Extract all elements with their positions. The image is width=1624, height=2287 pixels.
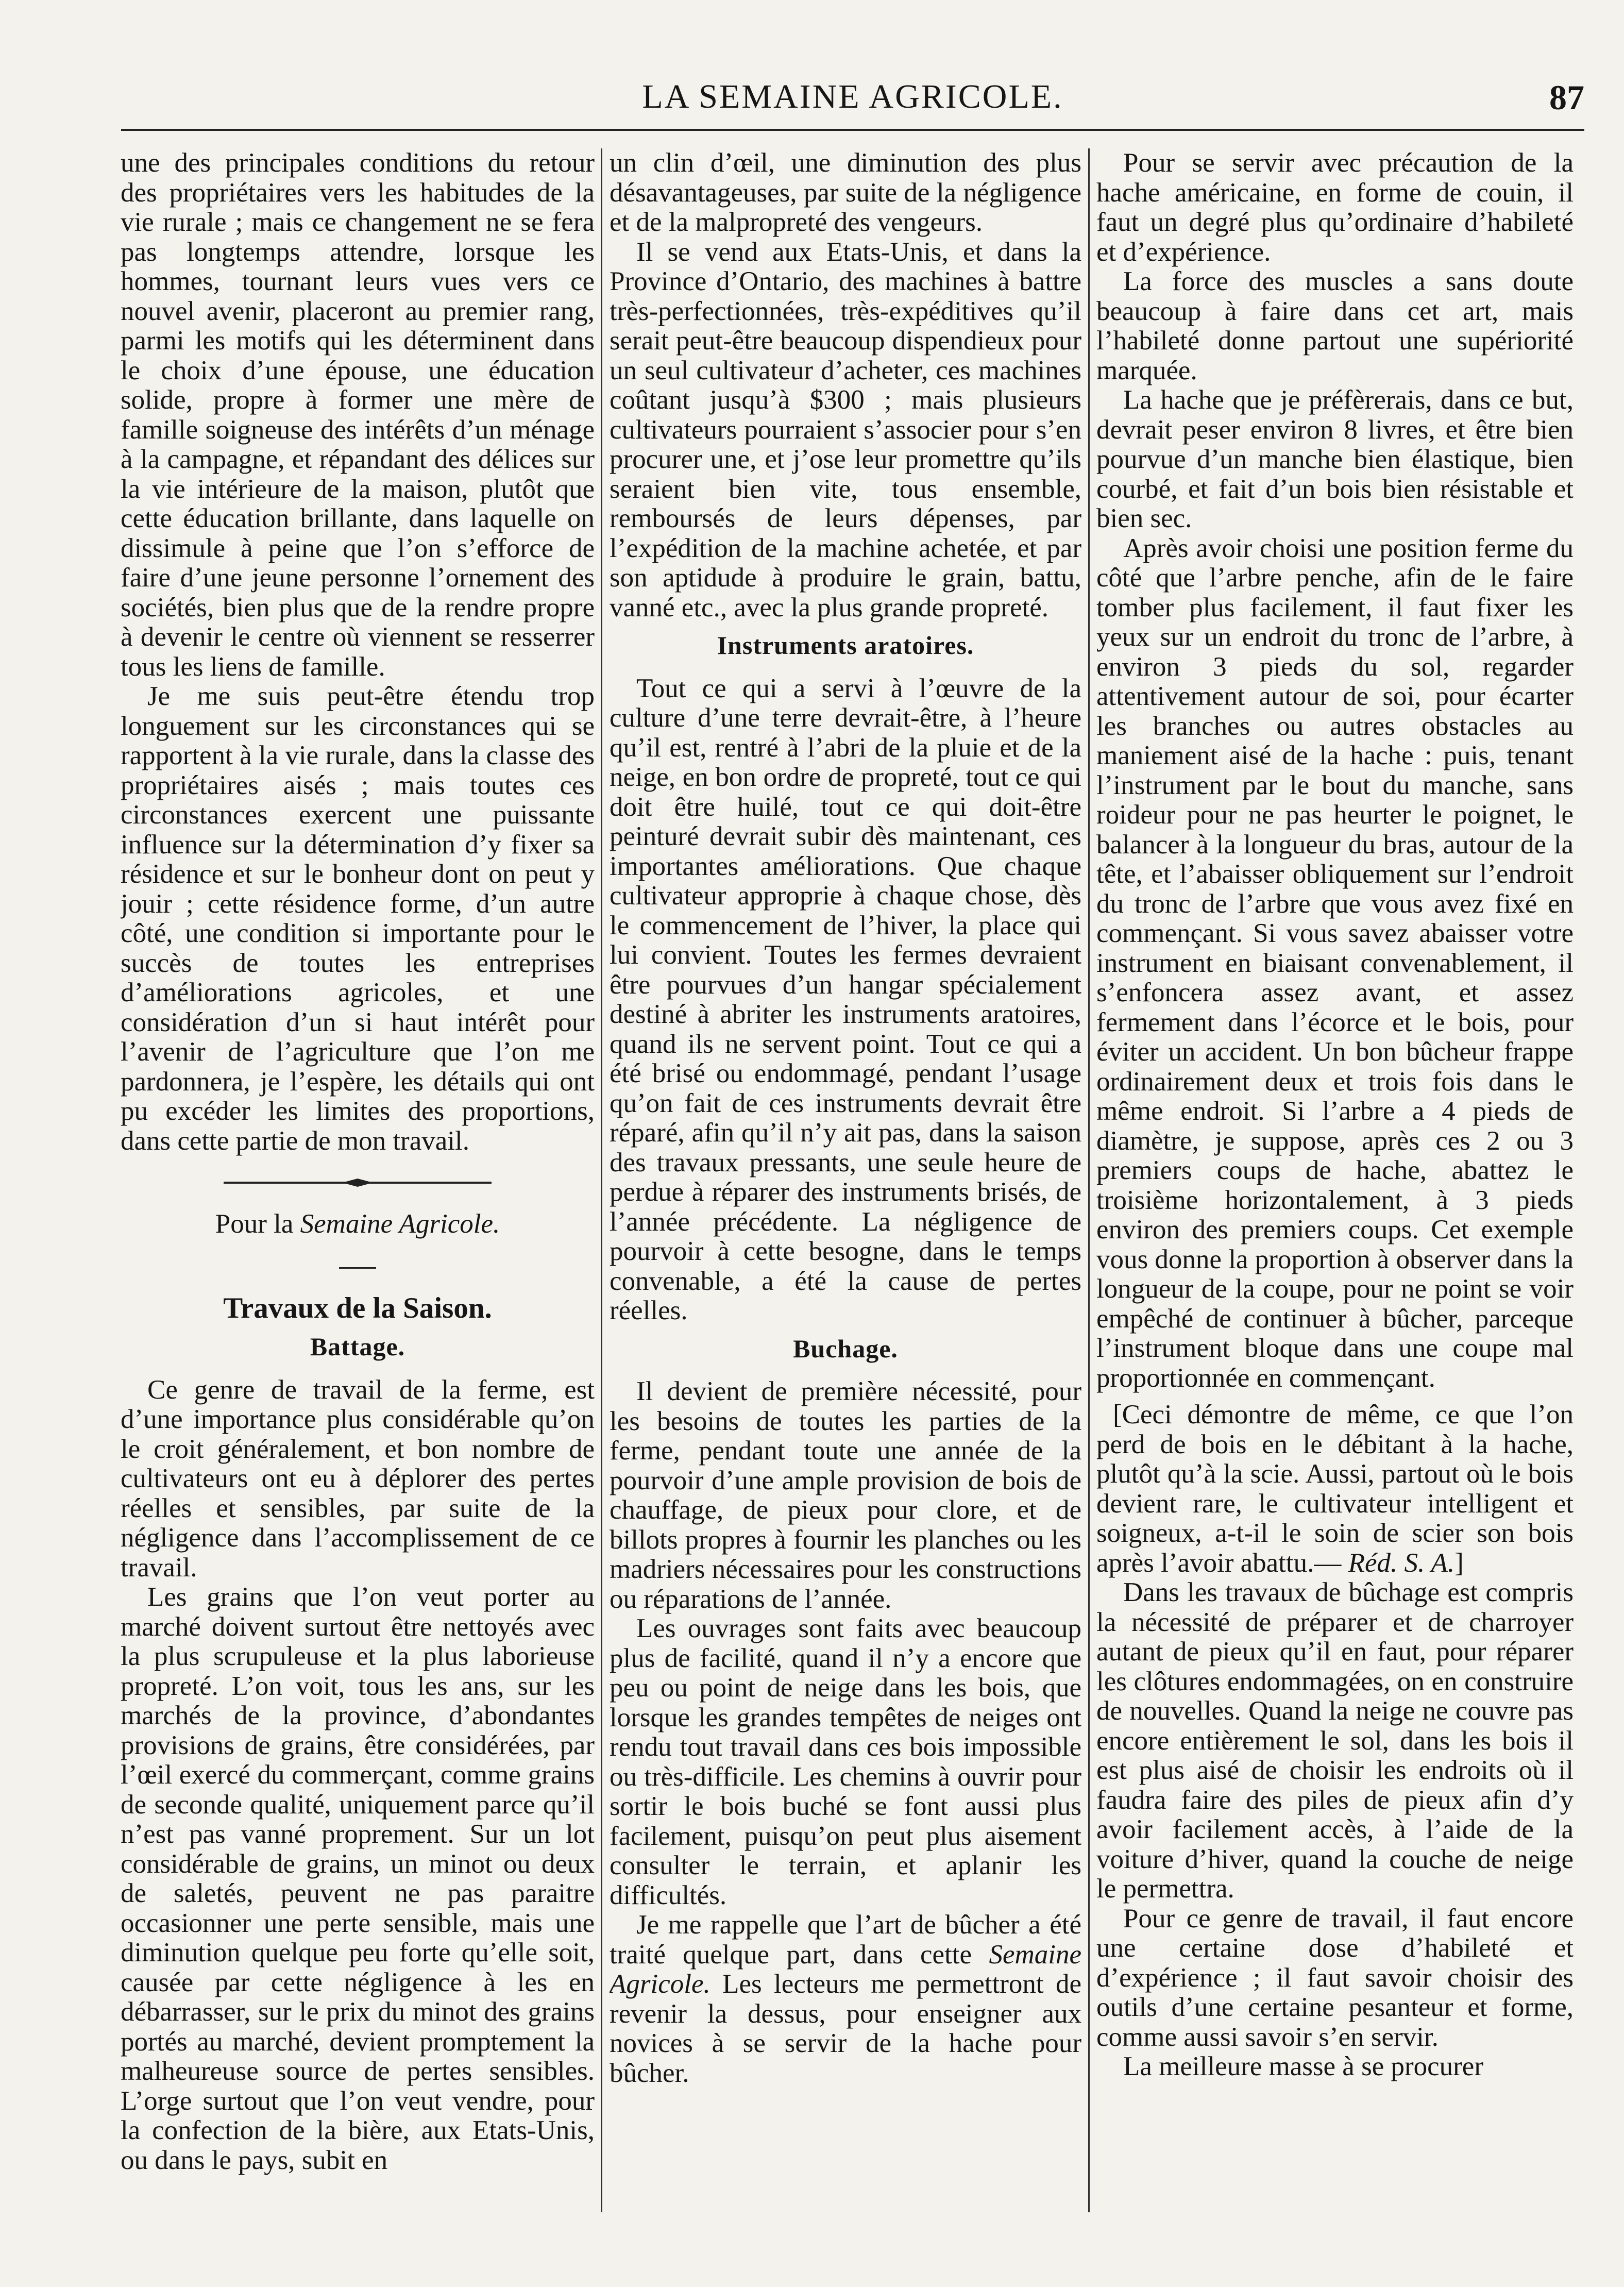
- section-heading: Travaux de la Saison.: [223, 1291, 492, 1324]
- byline-journal: Semaine Agricole.: [300, 1209, 500, 1239]
- paragraph: Je me suis peut-être étendu trop longuement sur les circonstances qui se rapportent à la vie rurale, dans la classe des propriétaires aisés ; mais toutes ces circonstances exercent une puissante influence sur la détermination d’y fixer sa résidence et sur le bonheur dont on peut y jouir ; cette résidence forme, d’un autre côté, une condition si importante pour le succès de toutes les entreprises d’améliorations agricoles, et une considération d’un si haut intérêt pour l’avenir de l’agriculture que l’on me pardonnera, je l’espère, les détails qui ont pu excéder les limites des proportions, dans cette partie de mon travail.: [121, 681, 595, 1156]
- note-close-bracket: ]: [1454, 1548, 1464, 1578]
- paragraph-text: Les lecteurs me permettront de revenir la dessus, pour enseigner aux novices à se servir de la hache pour bûcher.: [610, 1969, 1081, 2088]
- paragraph: La hache que je préfèrerais, dans ce but, devrait peser environ 8 livres, et être bien pourvue d’un manche bien élastique, bien courbé, et fait d’un bois bien résistable et bien sec.: [1096, 385, 1574, 533]
- column-1: [121, 148, 595, 2210]
- column-divider-1: [601, 148, 602, 2212]
- page-header: [121, 77, 1584, 119]
- paragraph: Il se vend aux Etats-Unis, et dans la Province d’Ontario, des machines à battre très-perfectionnées, très-expéditives qu’il serait peut-être beaucoup dispendieux pour un seul cultivateur d’acheter, ces machines coûtant jusqu’à $300 ; mais plusieurs cultivateurs pourraient s’associer pour s’en procurer une, et j’ose leur promettre qu’ils seraient bien vite, tous ensemble, remboursés de leurs dépenses, par l’expédition de la machine achetée, et par son aptidude à produire le grain, battu, vanné etc., avec la plus grande propreté.: [610, 237, 1081, 623]
- paragraph: Il devient de première nécessité, pour les besoins de toutes les parties de la ferme, pendant toute une année de la pourvoir d’une ample provision de bois de chauffage, de pieux pour clore, et de billots propres à fournir les planches ou les madriers nécessaires pour les constructions ou réparations de l’année.: [610, 1376, 1081, 1614]
- paragraph: Dans les travaux de bûchage est compris la nécessité de préparer et de charroyer autant de pieux qu’il en faut, pour réparer les clôtures endommagées, on en construire de nouvelles. Quand la neige ne couvre pas encore entièrement le sol, dans les bois il est plus aisé de choisir les endroits où il faudra faire des piles de pieux afin d’y avoir facilement accès, à l’aide de la voiture d’hiver, quand la couche de neige le permettra.: [1096, 1577, 1574, 1904]
- subsection-heading: Buchage.: [793, 1334, 898, 1363]
- journal-title: LA SEMAINE AGRICOLE.: [642, 78, 1063, 115]
- byline-prefix: Pour la: [215, 1209, 294, 1239]
- editor-note: [1096, 1400, 1574, 1578]
- paragraph: Les ouvrages sont faits avec beaucoup plus de facilité, quand il n’y a encore que peu ou point de neige dans les bois, que lorsque les grandes tempêtes de neiges ont rendu tout travail dans ces bois impossible ou très-difficile. Les chemins à ouvrir pour sortir le bois buché se font aussi plus facilement, puisqu’on peut plus aisement consulter le terrain, et aplanir les difficultés.: [610, 1613, 1081, 1910]
- paragraph: une des principales conditions du retour des propriétaires vers les habitudes de la vie rurale ; mais ce changement ne se fera pas longtemps attendre, lorsque les hommes, tournant leurs vues vers ce nouvel avenir, placeront au premier rang, parmi les motifs qui les déterminent dans le choix d’une épouse, une éducation solide, propre à former une mère de famille soigneuse des intérêts d’un ménage à la campagne, et répandant des délices sur la vie intérieure de la maison, plutôt que cette éducation brillante, dans laquelle on dissimule à peine que l’on s’efforce de faire d’une jeune personne l’ornement des sociétés, bien plus que de la rendre propre à devenir le centre où viennent se resserrer tous les liens de famille.: [121, 148, 595, 682]
- paragraph: Ce genre de travail de la ferme, est d’une importance plus considérable qu’on le croit généralement, et bon nombre de cultivateurs ont eu à déplorer des pertes réelles et sensibles, par suite de la négligence dans l’accomplissement de ce travail.: [121, 1374, 595, 1583]
- paragraph: La meilleure masse à se procurer: [1123, 2051, 1483, 2081]
- paragraph-text: Je me rappelle que l’art de bûcher a été traité quelque part, dans cette: [610, 1910, 1081, 1970]
- paragraph: Pour se servir avec précaution de la hache américaine, en forme de couin, il faut un degré plus qu’ordinaire d’habileté et d’expérience.: [1096, 148, 1574, 267]
- subsection-heading: Instruments aratoires.: [717, 631, 974, 660]
- paragraph: Après avoir choisi une position ferme du côté que l’arbre penche, afin de le faire tomber plus facilement, il faut fixer les yeux sur un endroit du tronc de l’arbre, à environ 3 pieds du sol, regarder attentivement autour de soi, pour écarter les branches ou autres obstacles au maniement aisé de la hache : puis, tenant l’instrument par le bout du manche, sans roideur pour ne pas heurter le poignet, le balancer à la longueur du bras, autour de la tête, et l’abaisser obliquement sur l’endroit du tronc de l’arbre que vous avez fixé en commençant. Si vous savez abaisser votre instrument en biaisant convenablement, il s’enfoncera assez avant, et assez fermement dans l’écorce et le bois, pour éviter un accident. Un bon bûcheur frappe ordinairement deux et trois fois dans le même endroit. Si l’arbre a 4 pieds de diamètre, je suppose, après ces 2 ou 3 premiers coups de hache, abattez le troisième horizontalement, à 3 pieds environ des premiers coups. Cet exemple vous donne la proportion à observer dans la longueur de la coupe, pour ne point se voir empêché de continuer à bûcher, parceque l’instrument bloque dans une coupe mal proportionnée en commençant.: [1096, 533, 1574, 1393]
- note-text: [Ceci démontre de même, ce que l’on perd de bois en le débitant à la hache, plutôt qu’à la scie. Aussi, partout où le bois devient rare, le cultivateur intelligent et soigneux, a-t-il le soin de scier son bois après l’avoir abattu.—: [1096, 1400, 1574, 1578]
- page-number: 87: [1549, 78, 1584, 117]
- paragraph: La force des muscles a sans doute beaucoup à faire dans cet art, mais l’habileté donne partout une supériorité marquée.: [1096, 266, 1574, 385]
- journal-reference: Semaine Agricole.: [610, 1939, 1081, 1999]
- paragraph: Pour ce genre de travail, il faut encore une certaine dose d’habileté et d’expérience ; il faut savoir choisir des outils d’une certaine pesanteur et forme, comme aussi savoir s’en servir.: [1096, 1903, 1574, 2052]
- column-3: [1096, 148, 1574, 2210]
- editor-note-text: [1096, 1400, 1574, 1578]
- ornament-rule: [224, 1176, 492, 1189]
- paragraph: un clin d’œil, une diminution des plus désavantageuses, par suite de la négligence et de la malpropreté des vengeurs.: [610, 148, 1081, 237]
- header-rule: [121, 129, 1584, 131]
- subsection-heading: Battage.: [310, 1332, 405, 1361]
- paragraph: Tout ce qui a servi à l’œuvre de la culture d’une terre devrait-être, à l’heure qu’il est, rentré à l’abri de la pluie et de la neige, en bon ordre de propreté, tout ce qui doit être huilé, tout ce qui doit-être peinturé devrait subir dès maintenant, ces importantes améliorations. Que chaque cultivateur approprie à chaque chose, dès le commencement de l’hiver, la place qui lui convient. Toutes les fermes devraient être pourvues d’un hangar spécialement destiné à abriter les instruments aratoires, quand ils ne servent point. Tout ce qui a été brisé ou endommagé, pendant l’usage qu’on fait de ces instruments devrait être réparé, afin qu’il n’y ait pas, dans la saison des travaux pressants, une seule heure de perdue à réparer des instruments brisés, de l’année précédente. La négligence de pourvoir à cette besogne, dans le temps convenable, a été la cause de pertes réelles.: [610, 673, 1081, 1325]
- column-2: [610, 148, 1081, 2210]
- paragraph: [610, 1910, 1081, 2088]
- short-rule: [339, 1267, 376, 1269]
- column-divider-2: [1088, 148, 1090, 2212]
- byline: [121, 1209, 595, 1239]
- note-signature: Réd. S. A.: [1348, 1548, 1455, 1578]
- paragraph: Les grains que l’on veut porter au marché doivent surtout être nettoyés avec la plus scrupuleuse et la plus laborieuse propreté. L’on voit, tous les ans, sur les marchés de la province, d’abondantes provisions de grains, être considérées, par l’œil exercé du commerçant, comme grains de seconde qualité, uniquement parce qu’il n’est pas vanné proprement. Sur un lot considérable de grains, un minot ou deux de saletés, peuvent ne pas paraitre occasionner une perte sensible, mais une diminution quelque peu forte qu’elle soit, causée par cette négligence à les en débarrasser, sur le prix du minot des grains portés au marché, devient promptement la malheureuse source de pertes sensibles. L’orge surtout que l’on veut vendre, pour la confection de la bière, aux Etats-Unis, ou dans le pays, subit en: [121, 1582, 595, 2175]
